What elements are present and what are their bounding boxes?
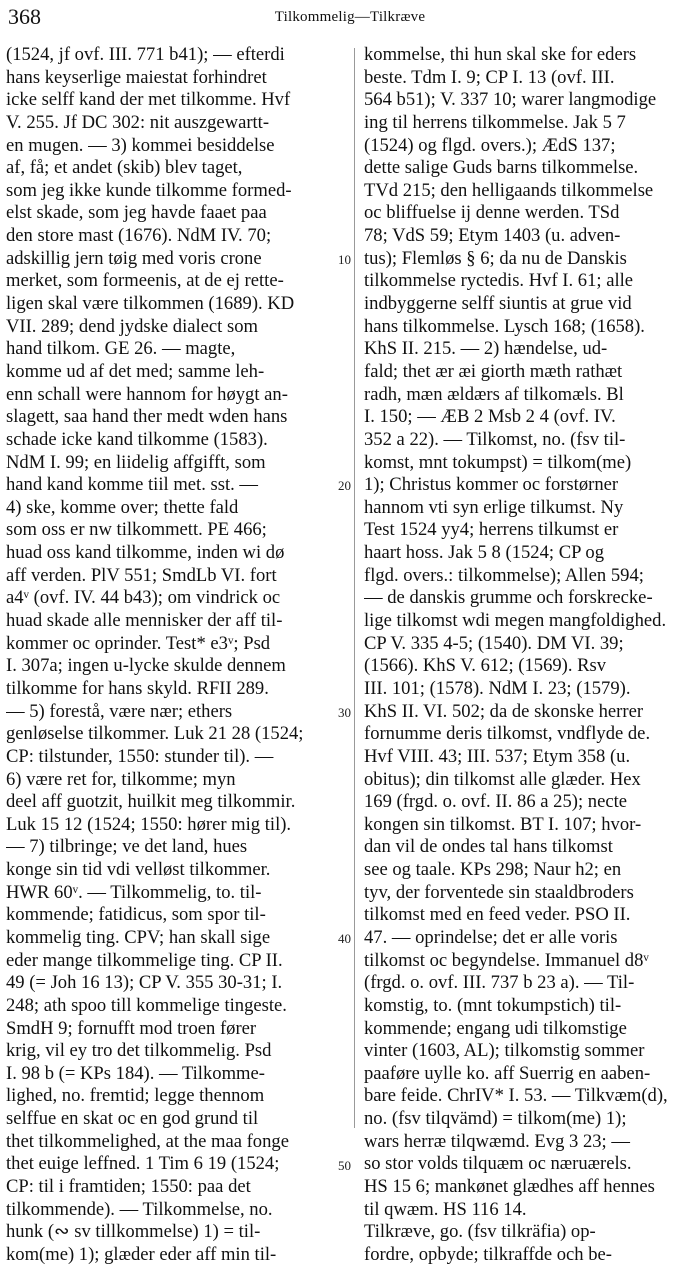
text-line: Luk 15 12 (1524; 1550: hører mig til). xyxy=(6,813,292,835)
text-line: thet tilkommelighed, at the maa fonge xyxy=(6,1130,289,1152)
text-line: icke selff kand der met tilkomme. Hvf xyxy=(6,89,291,111)
text-line: Hvf VIII. 43; III. 537; Etym 358 (u. xyxy=(364,745,631,767)
text-line: tilkomst oc begyndelse. Immanuel d8ᵛ xyxy=(364,949,649,971)
text-line: I. 150; — ÆB 2 Msb 2 4 (ovf. IV. xyxy=(364,406,616,428)
text-line: see og taale. KPs 298; Naur h2; en xyxy=(364,859,622,881)
text-line: tilkommelse ryctedis. Hvf I. 61; alle xyxy=(364,270,634,292)
text-line: kommende; fatidicus, som spor til- xyxy=(6,904,266,926)
text-line: SmdH 9; fornufft mod troen fører xyxy=(6,1017,257,1039)
text-line: tilkomst med en feed veder. PSO II. xyxy=(364,904,631,926)
margin-line-number: 20 xyxy=(338,478,351,494)
text-line: CP: til i framtiden; 1550: paa det xyxy=(6,1176,251,1198)
text-line: kommelig ting. CPV; han skall sige xyxy=(6,926,271,948)
text-line: aff verden. PlV 551; SmdLb VI. fort xyxy=(6,564,277,586)
text-line: 47. — oprindelse; det er alle voris xyxy=(364,926,618,948)
text-line: hand kand komme tiil met. sst. — xyxy=(6,474,259,496)
text-line: ligen skal være tilkommen (1689). KD xyxy=(6,293,295,315)
text-line: 564 b51); V. 337 10; warer langmodige xyxy=(364,89,657,111)
text-line: TVd 215; den helligaands tilkommelse xyxy=(364,179,654,201)
text-line: kommelse, thi hun skal ske for eders xyxy=(364,44,637,65)
text-line: slagett, saa hand ther medt wden hans xyxy=(6,406,288,428)
text-line: hannom vti syn erlige tilkumst. Ny xyxy=(364,496,624,518)
text-line: KhS II. VI. 502; da de skonske herrer xyxy=(364,700,644,722)
right-column xyxy=(364,44,698,1267)
page-header xyxy=(0,0,700,40)
text-line: elst skade, som jeg havde faaet paa xyxy=(6,202,267,224)
text-line: adskillig jern tøig med voris crone xyxy=(6,247,262,269)
text-line: wars herræ tilqwæmd. Evg 3 23; — xyxy=(364,1130,630,1152)
text-line: NdM I. 99; en liidelig affgifft, som xyxy=(6,451,266,473)
text-line: hunk (∾ sv tillkommelse) 1) = til- xyxy=(6,1221,261,1243)
text-line: radh, mæn ældærs af tilkomæls. Bl xyxy=(364,383,624,405)
left-column xyxy=(6,44,348,1267)
text-line: 49 (= Joh 16 13); CP V. 355 30-31; I. xyxy=(6,972,283,994)
text-line: enn schall were hannom for høygt an- xyxy=(6,383,288,405)
text-line: — 7) tilbringe; ve det land, hues xyxy=(6,836,248,858)
text-line: tus); Flemløs § 6; da nu de Danskis xyxy=(364,247,627,269)
column-divider xyxy=(354,48,355,1128)
running-head: Tilkommelig—Tilkræve xyxy=(274,9,426,25)
text-line: kommer oc oprinder. Test* e3ᵛ; Psd xyxy=(6,632,271,654)
text-line: V. 255. Jf DC 302: nit auszgewartt- xyxy=(6,111,270,133)
text-line: fald; thet ær æi giorth mæth rathæt xyxy=(364,360,623,382)
text-line: kom(me) 1); glæder eder aff min til- xyxy=(6,1243,277,1265)
text-line: 6) være ret for, tilkomme; myn xyxy=(6,768,236,790)
text-line: konge sin tid vdi velløst tilkommer. xyxy=(6,859,271,881)
text-line: en mugen. — 3) kommei besiddelse xyxy=(6,134,275,156)
text-line: dette salige Guds barns tilkommelse. xyxy=(364,157,639,179)
text-line: som oss er nw tilkommett. PE 466; xyxy=(6,519,267,541)
text-line: 4) ske, komme over; thette fald xyxy=(6,496,239,518)
text-line: HWR 60ᵛ. — Tilkommelig, to. til- xyxy=(6,881,262,903)
text-line: Tilkræve, go. (fsv tilkräfia) op- xyxy=(364,1221,596,1243)
text-line: thet euige leffned. 1 Tim 6 19 (1524; xyxy=(6,1153,280,1175)
text-line: III. 101; (1578). NdM I. 23; (1579). xyxy=(364,677,631,699)
text-line: I. 98 b (= KPs 184). — Tilkomme- xyxy=(6,1062,265,1084)
page-number: 368 xyxy=(8,4,41,29)
text-line: lighed, no. fremtid; legge thennom xyxy=(6,1085,265,1107)
text-line: KhS II. 215. — 2) hændelse, ud- xyxy=(364,338,608,360)
text-line: hans keyserlige maiestat forhindret xyxy=(6,66,267,88)
margin-line-number: 30 xyxy=(338,704,351,720)
text-line: flgd. overs.: tilkommelse); Allen 594; xyxy=(364,564,644,586)
text-line: komst, mnt tokumpst) = tilkom(me) xyxy=(364,451,632,473)
text-line: — de danskis grumme och forskrecke- xyxy=(364,587,653,609)
text-line: hand tilkom. GE 26. — magte, xyxy=(6,338,236,360)
text-line: den store mast (1676). NdM IV. 70; xyxy=(6,225,272,247)
text-line: obitus); din tilkomst alle glæder. Hex xyxy=(364,768,641,790)
text-line: ing til herrens tilkommelse. Jak 5 7 xyxy=(364,111,626,133)
text-line: fordre, opbyde; tilkraffde och be- xyxy=(364,1243,612,1265)
text-line: 78; VdS 59; Etym 1403 (u. adven- xyxy=(364,225,621,247)
text-line: komstig, to. (mnt tokumpstich) til- xyxy=(364,994,622,1016)
text-line: schade icke kand tilkomme (1583). xyxy=(6,428,268,450)
text-line: haart hoss. Jak 5 8 (1524; CP og xyxy=(364,542,604,564)
text-line: (1524, jf ovf. III. 771 b41); — efterdi xyxy=(6,44,285,65)
text-line: af, få; et andet (skib) blev taget, xyxy=(6,157,243,179)
text-line: (1566). KhS V. 612; (1569). Rsv xyxy=(364,655,607,677)
text-line: genløselse tilkommer. Luk 21 28 (1524; xyxy=(6,723,304,745)
text-line: I. 307a; ingen u-lycke skulde dennem xyxy=(6,655,286,677)
text-line: hans tilkommelse. Lysch 168; (1658). xyxy=(364,315,645,337)
text-line: tilkommende). — Tilkommelse, no. xyxy=(6,1198,273,1220)
margin-line-number: 50 xyxy=(338,1157,351,1173)
text-line: 1); Christus kommer oc forstørner xyxy=(364,474,619,496)
text-line: so stor volds tilquæm oc næruærels. xyxy=(364,1153,632,1175)
text-line: vinter (1603, AL); tilkomstig sommer xyxy=(364,1040,645,1062)
text-line: (frgd. o. ovf. III. 737 b 23 a). — Til- xyxy=(364,972,635,994)
text-line: HS 15 6; mankønet glædhes aff hennes xyxy=(364,1176,655,1198)
text-line: VII. 289; dend jydske dialect som xyxy=(6,315,258,337)
text-line: som jeg ikke kunde tilkomme formed- xyxy=(6,179,292,201)
text-line: lige tilkomst wdi megen mangfoldighed. xyxy=(364,610,667,632)
margin-line-number: 10 xyxy=(338,251,351,267)
text-line: kongen sin tilkomst. BT I. 107; hvor- xyxy=(364,813,642,835)
text-line: a4ᵛ (ovf. IV. 44 b43); om vindrick oc xyxy=(6,587,281,609)
text-line: dan vil de ondes tal hans tilkomst xyxy=(364,836,613,858)
text-line: 248; ath spoo till kommelige tingeste. xyxy=(6,994,287,1016)
text-line: til qwæm. HS 116 14. xyxy=(364,1198,527,1220)
text-line: tilkomme for hans skyld. RFII 289. xyxy=(6,677,269,699)
text-line: selffue en skat oc en god grund til xyxy=(6,1108,259,1130)
text-line: kommende; engang udi tilkomstige xyxy=(364,1017,627,1039)
text-line: 352 a 22). — Tilkomst, no. (fsv til- xyxy=(364,428,626,450)
text-line: no. (fsv tilqvämd) = tilkom(me) 1); xyxy=(364,1108,627,1130)
text-line: bare feide. ChrIV* I. 53. — Tilkvæm(d), xyxy=(364,1085,668,1107)
text-line: komme ud af det med; samme leh- xyxy=(6,360,265,382)
text-line: CP V. 335 4-5; (1540). DM VI. 39; xyxy=(364,632,624,654)
text-line: 169 (frgd. o. ovf. II. 86 a 25); necte xyxy=(364,791,627,813)
text-line: (1524) og flgd. overs.); ÆdS 137; xyxy=(364,134,616,156)
text-line: Test 1524 yy4; herrens tilkumst er xyxy=(364,519,619,541)
text-line: huad skade alle mennisker der aff til- xyxy=(6,610,283,632)
text-line: tyv, der forventede sin staaldbroders xyxy=(364,881,634,903)
text-line: indbyggerne selff siuntis at grue vid xyxy=(364,293,632,315)
text-line: CP: tilstunder, 1550: stunder til). — xyxy=(6,745,274,767)
text-line: huad oss kand tilkomme, inden wi dø xyxy=(6,542,285,564)
text-line: paaføre uylle ko. aff Suerrig en aaben- xyxy=(364,1062,651,1084)
text-line: — 5) forestå, være nær; ethers xyxy=(6,700,233,722)
text-line: oc bliffuelse ij denne werden. TSd xyxy=(364,202,620,224)
text-line: krig, vil ey tro det tilkommelig. Psd xyxy=(6,1040,272,1062)
text-line: eder mange tilkommelige ting. CP II. xyxy=(6,949,283,971)
text-line: beste. Tdm I. 9; CP I. 13 (ovf. III. xyxy=(364,66,615,88)
text-line: deel aff guotzit, huilkit meg tilkommir. xyxy=(6,791,296,813)
text-line: merket, som formeenis, at de ej rette- xyxy=(6,270,284,292)
text-line: fornumme deris tilkomst, vndflyde de. xyxy=(364,723,651,745)
margin-line-number: 40 xyxy=(338,931,351,947)
